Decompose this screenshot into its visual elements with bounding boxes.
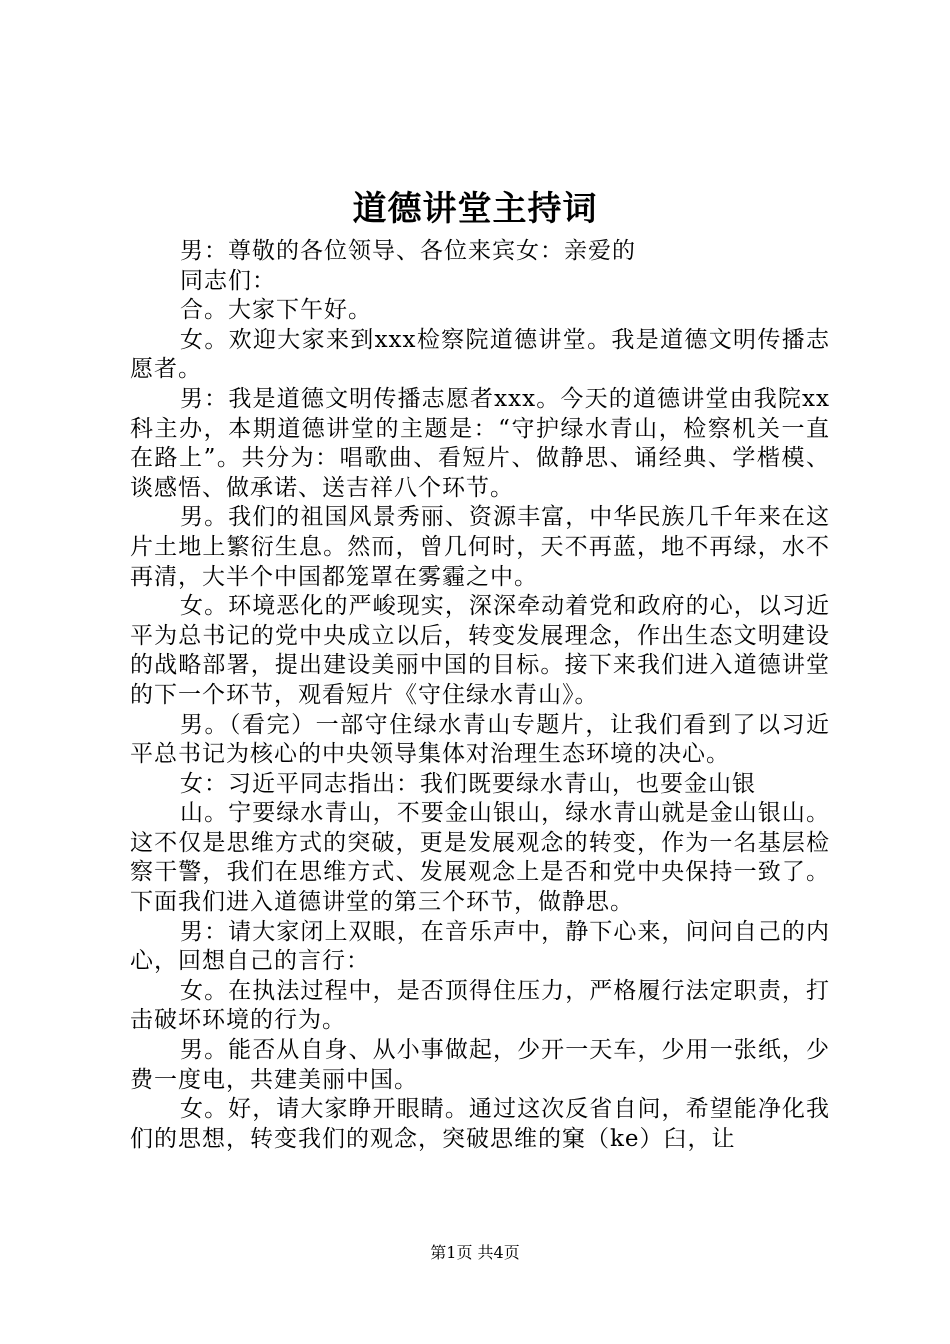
paragraph: 女。欢迎大家来到xxx检察院道德讲堂。我是道德文明传播志愿者。	[130, 326, 830, 383]
paragraph: 同志们：	[180, 267, 276, 294]
paragraph: 男：请大家闭上双眼，在音乐声中，静下心来，问问自己的内心，回想自己的言行：	[130, 918, 830, 975]
paragraph: 男：我是道德文明传播志愿者xxx。今天的道德讲堂由我院xx科主办，本期道德讲堂的主题是：“守护绿水青山，检察机关一直在路上”。共分为：唱歌曲、看短片、做静思、诵经典、学楷模、谈感悟、做承诺、送吉祥八个环节。	[130, 385, 830, 501]
paragraph: 合。大家下午好。	[180, 297, 372, 324]
page-number-footer: 第1页 共4页	[430, 1243, 520, 1262]
paragraph: 女：习近平同志指出：我们既要绿水青山，也要金山银	[180, 770, 756, 797]
paragraph: 女。在执法过程中，是否顶得住压力，严格履行法定职责，打击破坏环境的行为。	[130, 977, 830, 1034]
paragraph: 男。我们的祖国风景秀丽、资源丰富，中华民族几千年来在这片土地上繁衍生息。然而，曾几何时，天不再蓝，地不再绿，水不再清，大半个中国都笼罩在雾霾之中。	[130, 504, 830, 590]
document-body	[130, 237, 830, 1154]
paragraph: 女。好，请大家睁开眼睛。通过这次反省自问，希望能净化我们的思想，转变我们的观念，突破思维的窠（ke）臼，让	[130, 1096, 830, 1152]
paragraph: 男。（看完）一部守住绿水青山专题片，让我们看到了以习近平总书记为核心的中央领导集体对治理生态环境的决心。	[130, 711, 830, 768]
paragraph: 男。能否从自身、从小事做起，少开一天车，少用一张纸，少费一度电，共建美丽中国。	[130, 1037, 830, 1093]
paragraph: 女。环境恶化的严峻现实，深深牵动着党和政府的心，以习近平为总书记的党中央成立以后，转变发展理念，作出生态文明建设的战略部署，提出建设美丽中国的目标。接下来我们进入道德讲堂的下一个环节，观看短片《守住绿水青山》。	[130, 593, 830, 708]
document-title: 道德讲堂主持词	[352, 189, 598, 229]
paragraph: 山。宁要绿水青山，不要金山银山，绿水青山就是金山银山。这不仅是思维方式的突破，更是发展观念的转变，作为一名基层检察干警，我们在思维方式、发展观念上是否和党中央保持一致了。下面我们进入道德讲堂的第三个环节，做静思。	[130, 800, 830, 916]
paragraph: 男：尊敬的各位领导、各位来宾女：亲爱的	[180, 238, 636, 264]
